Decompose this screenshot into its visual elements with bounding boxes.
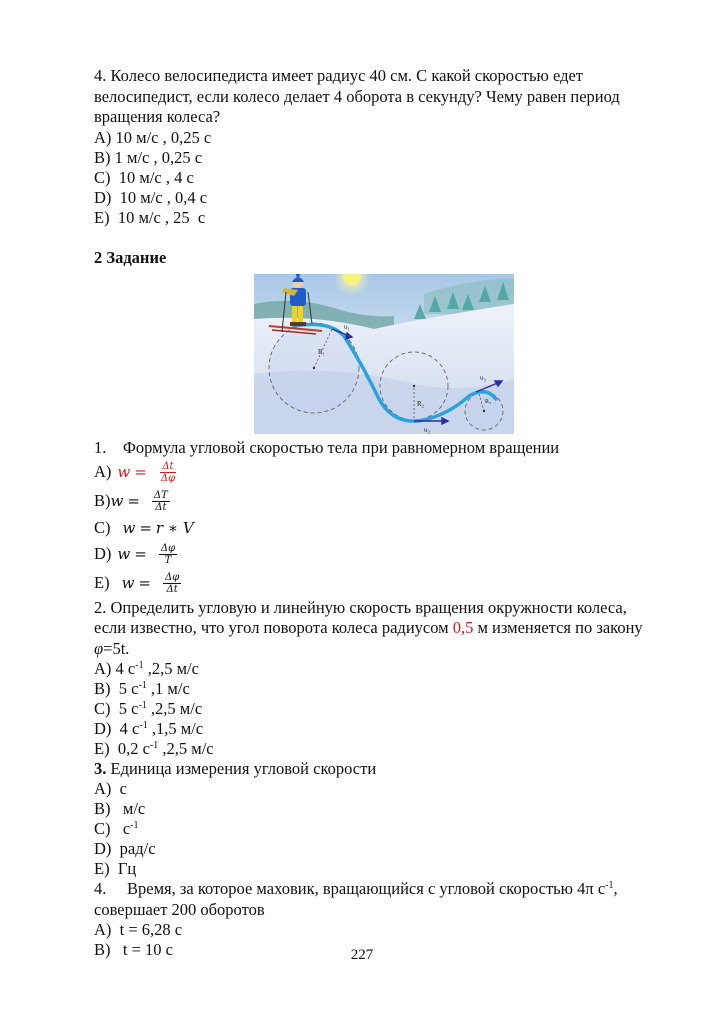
q1-option-a <box>94 458 654 487</box>
q4-top-option-b: B) 1 м/с , 0,25 с <box>94 147 203 167</box>
question-3-text: Единица измерения угловой скорости <box>106 759 377 778</box>
q2-option-e: E) 0,2 $с^{-1}$ ,2,5 м/с <box>94 739 214 758</box>
q2-option-a: A) 4 $с^{-1}$ ,2,5 м/с <box>94 659 199 678</box>
label-r1: R₁ <box>318 347 326 356</box>
label-v3: υ₃ <box>480 373 486 382</box>
q3-option-d: D) рад/с <box>94 839 156 858</box>
skier-track-diagram <box>254 274 514 434</box>
q1-option-b-formula: w = $\frac{\Delta T}{\Delta t}$ <box>110 489 168 513</box>
q3-option-e: E) Гц <box>94 859 137 878</box>
question-1 <box>94 438 654 458</box>
label-r3: R₃ <box>485 398 492 405</box>
q1-option-b-letter: B) <box>94 491 111 510</box>
question-4-top-text: 4. Колесо велосипедиста имеет радиус 40 см. С какой скоростью едет велосипедист, если колесо делает 4 оборота в секунду? Чему равен период вращения колеса? <box>94 66 620 126</box>
q1-option-d-formula: w = $\frac{\Delta\varphi}{T}$ <box>117 542 176 566</box>
q4-option-b: B) t = 10 с <box>94 940 173 959</box>
q1-option-e-letter: E) <box>94 573 110 592</box>
q3-option-c: C) $с^{-1}$ <box>94 819 139 838</box>
q3-option-a: A) с <box>94 779 127 798</box>
question-1-text: Формула угловой скоростью тела при равномерном вращении <box>122 437 560 457</box>
q2-option-c: C) 5 $с^{-1}$ ,2,5 м/с <box>94 699 203 718</box>
q1-option-a-formula: w = $\frac{\Delta t}{\Delta\varphi}$ <box>117 460 176 484</box>
q4-option-a: A) t = 6,28 с <box>94 920 183 939</box>
page-number: 227 <box>350 947 374 963</box>
fraction: $\frac{\Delta t}{\Delta\varphi}$ <box>160 460 176 484</box>
fraction: $\frac{\Delta\varphi}{T}$ <box>160 542 176 566</box>
fraction: $\frac{\Delta T}{\Delta t}$ <box>153 489 168 513</box>
label-v1: υ₁ <box>344 322 350 331</box>
document-page <box>94 66 654 960</box>
q1-option-b <box>94 487 654 516</box>
q1-option-e-formula: w = $\frac{\Delta\varphi}{\Delta t}$ <box>121 571 180 595</box>
q1-option-a-letter: A) <box>94 462 112 481</box>
q2-option-d: D) 4 $с^{-1}$ ,1,5 м/с <box>94 719 204 738</box>
q1-option-d <box>94 540 654 569</box>
q1-option-c-formula: w = r ∗ V <box>122 518 194 537</box>
q1-option-c <box>94 516 654 540</box>
q2-option-b: B) 5 $с^{-1}$ ,1 м/с <box>94 679 190 698</box>
section-title: 2 Задание <box>94 247 167 267</box>
q4-top-option-a: A) 10 м/с , 0,25 с <box>94 127 212 147</box>
question-1-number: 1. <box>94 437 107 457</box>
q1-option-d-letter: D) <box>94 544 112 563</box>
question-3 <box>94 759 654 779</box>
label-r2: R₂ <box>417 399 425 408</box>
highlight-radius-value: 0,5 <box>452 618 474 637</box>
q4-top-option-c: C) 10 м/с , 4 с <box>94 167 194 187</box>
q3-option-b: B) м/с <box>94 799 146 818</box>
q4-top-option-d: D) 10 м/с , 0,4 с <box>94 187 208 207</box>
question-2-text: 2. Определить угловую и линейную скорость вращения окружности колеса, если известно, что угол поворота колеса радиусом 0,5 м изменяется по закону φ=5t. <box>94 597 643 658</box>
skier-illustration <box>254 274 514 434</box>
question-4-text: 4. Время, за которое маховик, вращающийся с угловой скоростью 4π $с^{-1}$, совершает 200 оборотов <box>94 879 618 919</box>
q4-top-option-e: E) 10 м/с , 25 с <box>94 207 206 227</box>
question-3-number: 3. <box>94 759 107 778</box>
label-v2: υ₂ <box>424 425 430 434</box>
q1-option-c-letter: C) <box>94 517 111 537</box>
q1-option-e <box>94 569 654 598</box>
fraction: $\frac{\Delta\varphi}{\Delta t}$ <box>165 571 180 595</box>
